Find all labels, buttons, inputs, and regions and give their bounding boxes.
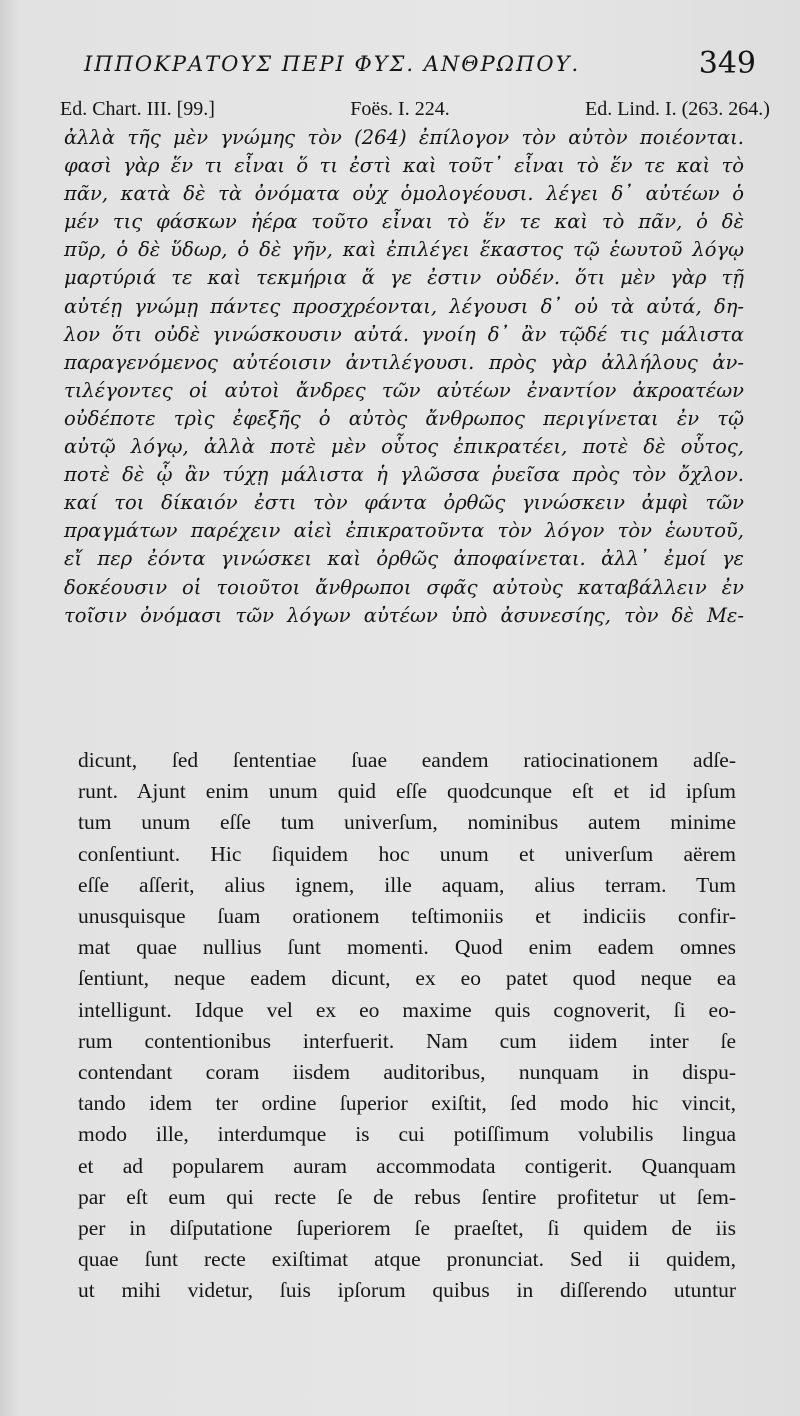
latin-line: quae ſunt recte exiſtimat atque pronunciat. Sed ii quidem,: [78, 1247, 736, 1272]
greek-line: πᾶν, κατὰ δὲ τὰ ὀνόματα οὐχ ὁμολογέουσι. λέγει δ᾽ αὐτέων ὁ: [64, 182, 744, 206]
greek-line: τοῖσιν ὀνόμασι τῶν λόγων αὐτέων ὑπὸ ἀσυνεσίης, τὸν δὲ Με-: [64, 603, 744, 627]
edition-reference-line: [60, 98, 770, 121]
greek-line: ἀλλὰ τῆς μὲν γνώμης τὸν (264) ἐπίλογον τὸν αὐτὸν ποιέονται.: [64, 126, 744, 149]
latin-line: rum contentionibus interfuerit. Nam cum iidem inter ſe: [78, 1028, 736, 1053]
greek-line: οὐδέποτε τρὶς ἐφεξῆς ὁ αὐτὸς ἄνθρωπος περιγίνεται ἐν τῷ: [64, 406, 744, 430]
linden-reference: Ed. Lind. I. (263. 264.): [585, 98, 770, 120]
latin-line: et ad popularem auram accommodata contigerit. Quanquam: [78, 1153, 736, 1178]
latin-text-block: [78, 745, 736, 1307]
greek-line: μέν τις φάσκων ἠέρα τοῦτο εἶναι τὸ ἕν τε καὶ τὸ πᾶν, ὁ δὲ: [64, 210, 744, 234]
greek-line: πῦρ, ὁ δὲ ὕδωρ, ὁ δὲ γῆν, καὶ ἐπιλέγει ἕκαστος τῷ ἑωυτοῦ λόγῳ: [64, 238, 744, 262]
greek-line: λον ὅτι οὐδὲ γινώσκουσιν αὐτά. γνοίη δ᾽ ἂν τῷδέ τις μάλιστα: [64, 322, 744, 346]
greek-line: τιλέγοντες οἱ αὐτοὶ ἄνδρες τῶν αὐτέων ἐναντίον ἀκροατέων: [64, 378, 744, 402]
greek-line: παραγενόμενος αὐτέοισιν ἀντιλέγουσι. πρὸς γὰρ ἀλλήλους ἀν-: [64, 350, 744, 374]
latin-line: intelligunt. Idque vel ex eo maxime quis cognoverit, ſi eo-: [78, 997, 736, 1022]
greek-line: καί τοι δίκαιόν ἐστι τὸν φάντα ὀρθῶς γινώσκειν ἀμφὶ τῶν: [64, 491, 744, 515]
foesius-reference: Foës. I. 224.: [350, 98, 450, 120]
latin-line: unusquisque ſuam orationem teſtimoniis et indiciis confir-: [78, 904, 736, 929]
latin-line: par eſt eum qui recte ſe de rebus ſentire profitetur ut ſem-: [78, 1184, 736, 1209]
latin-line: conſentiunt. Hic ſiquidem hoc unum et univerſum aërem: [78, 841, 736, 866]
latin-line: eſſe aſſerit, alius ignem, ille aquam, alius terram. Tum: [78, 872, 736, 897]
greek-line: αὐτέῃ γνώμῃ πάντες προσχρέονται, λέγουσι δ᾽ οὐ τὰ αὐτά, δη-: [64, 294, 744, 318]
latin-line: ſentiunt, neque eadem dicunt, ex eo patet quod neque ea: [78, 966, 736, 991]
latin-line: ut mihi videtur, ſuis ipſorum quibus in diſſerendo utuntur: [78, 1278, 736, 1303]
page-number: 349: [698, 46, 756, 81]
running-head-title: ΙΠΠΟΚΡΑΤΟΥΣ ΠΕΡΙ ΦΥΣ. ΑΝΘΡΩΠΟΥ.: [84, 52, 581, 76]
greek-line: δοκέουσιν οἱ τοιοῦτοι ἄνθρωποι σφᾶς αὐτοὺς καταβάλλειν ἐν: [64, 575, 744, 599]
latin-line: dicunt, ſed ſententiae ſuae eandem ratiocinationem adſe-: [78, 748, 736, 772]
latin-line: runt. Ajunt enim unum quid eſſe quodcunque eſt et id ipſum: [78, 779, 736, 804]
greek-line: αὐτῷ λόγῳ, ἀλλὰ ποτὲ μὲν οὗτος ἐπικρατέει, ποτὲ δὲ οὗτος,: [64, 435, 744, 459]
chartier-reference: Ed. Chart. III. [99.]: [60, 98, 215, 120]
latin-line: modo ille, interdumque is cui potiſſimum volubilis lingua: [78, 1122, 736, 1147]
greek-line: ποτὲ δὲ ᾧ ἂν τύχῃ μάλιστα ἡ γλῶσσα ῥυεῖσα πρὸς τὸν ὄχλον.: [64, 463, 744, 487]
greek-text-block: [64, 124, 744, 630]
greek-line: μαρτύριά τε καὶ τεκμήρια ἅ γε ἐστιν οὐδέν. ὅτι μὲν γὰρ τῇ: [64, 266, 744, 290]
latin-line: tum unum eſſe tum univerſum, nominibus autem minime: [78, 810, 736, 835]
greek-line: εἴ περ ἐόντα γινώσκει καὶ ὀρθῶς ἀποφαίνεται. ἀλλ᾽ ἐμοί γε: [64, 547, 744, 571]
running-head: [84, 46, 774, 81]
greek-line: φασὶ γὰρ ἕν τι εἶναι ὅ τι ἐστὶ καὶ τοῦτ᾽ εἶναι τὸ ἕν τε καὶ τὸ: [64, 154, 744, 178]
latin-line: mat quae nullius ſunt momenti. Quod enim eadem omnes: [78, 935, 736, 960]
latin-line: contendant coram iisdem auditoribus, nunquam in dispu-: [78, 1060, 736, 1085]
latin-line: tando idem ter ordine ſuperior exiſtit, ſed modo hic vincit,: [78, 1091, 736, 1116]
latin-line: per in diſputatione ſuperiorem ſe praeſtet, ſi quidem de iis: [78, 1216, 736, 1241]
greek-line: πραγμάτων παρέχειν αἰεὶ ἐπικρατοῦντα τὸν λόγον τὸν ἑωυτοῦ,: [64, 519, 744, 543]
